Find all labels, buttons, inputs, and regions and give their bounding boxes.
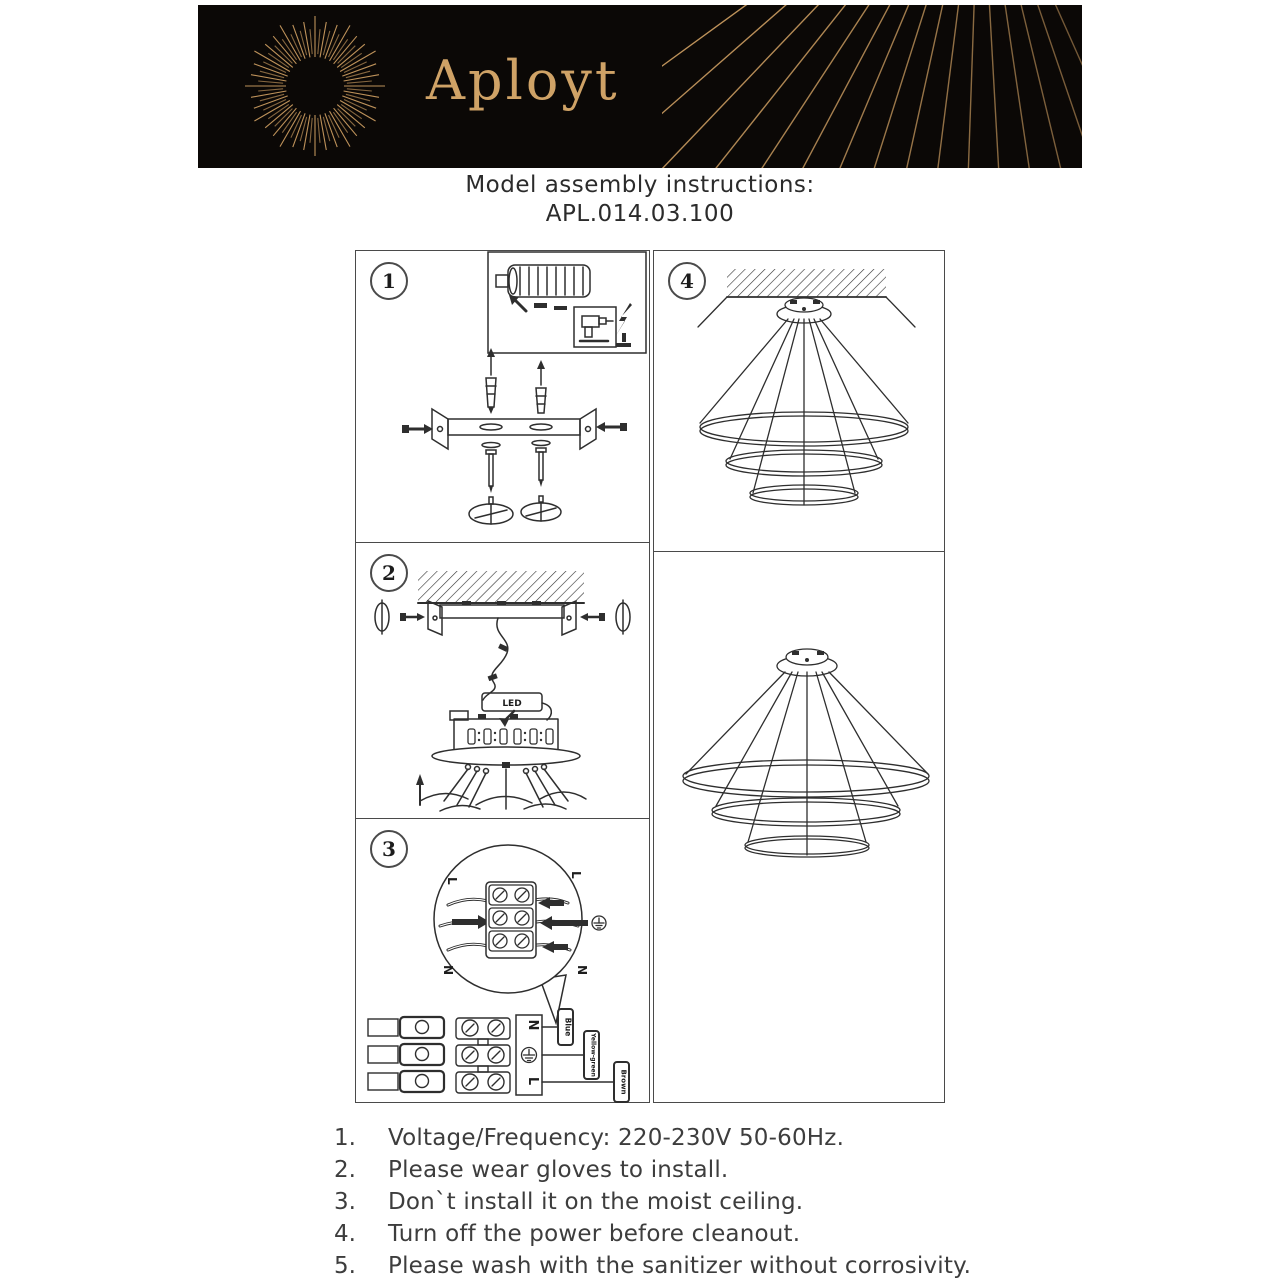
step-2-badge [370, 554, 408, 592]
note-text: Turn off the power before cleanout. [388, 1221, 801, 1247]
left-column [355, 250, 650, 1103]
rays-decoration-icon [662, 5, 1082, 168]
blue-wire-tag: Blue [563, 1017, 573, 1037]
note-number: 4. [334, 1221, 356, 1247]
page-title: Model assembly instructions: [465, 172, 815, 198]
step-3-panel [356, 818, 649, 1102]
neutral-label: N [441, 965, 455, 976]
step-3-number: 3 [382, 837, 396, 861]
note-item [334, 1186, 994, 1218]
strip-live-label: L [525, 1076, 540, 1086]
notes-list [334, 1122, 994, 1282]
note-number: 5. [334, 1253, 356, 1279]
brown-wire-tag: Brown [619, 1069, 628, 1095]
note-text: Please wear gloves to install. [388, 1157, 729, 1183]
note-item [334, 1154, 994, 1186]
earth-icon [592, 916, 606, 930]
note-number: 2. [334, 1157, 356, 1183]
led-driver-label: LED [502, 699, 522, 709]
sunburst-logo-icon [223, 9, 408, 164]
strip-neutral-label: N [525, 1019, 540, 1031]
brand-name: Aployt [426, 49, 620, 112]
step-4-number: 4 [680, 269, 694, 293]
right-column [653, 250, 945, 1103]
live-label: L [569, 871, 583, 879]
brand-banner [198, 5, 1082, 168]
assembly-diagram-grid [355, 250, 947, 1103]
step-4-badge [668, 262, 706, 300]
note-text: Please wash with the sanitizer without corrosivity. [388, 1253, 972, 1279]
live-label: L [445, 877, 459, 885]
step-1-badge [370, 262, 408, 300]
step-3-badge [370, 830, 408, 868]
assembled-chandelier-diagram [654, 552, 944, 1103]
note-item [334, 1218, 994, 1250]
note-text: Don`t install it on the moist ceiling. [388, 1189, 804, 1215]
step-1-panel [356, 251, 649, 542]
assembled-view-panel [654, 551, 944, 1102]
step-2-panel [356, 542, 649, 818]
ceiling-hatch [727, 269, 886, 297]
note-item [334, 1122, 994, 1154]
note-number: 1. [334, 1125, 356, 1151]
note-item [334, 1250, 994, 1282]
ceiling-hatch [418, 571, 584, 603]
yellow-green-wire-tag: Yellow-green [589, 1033, 597, 1077]
model-number: APL.014.03.100 [545, 201, 735, 227]
step-1-number: 1 [382, 269, 396, 293]
step-2-number: 2 [382, 561, 396, 585]
lightning-icon [615, 303, 632, 337]
neutral-label: N [575, 965, 589, 976]
step-4-panel [654, 251, 944, 551]
note-number: 3. [334, 1189, 356, 1215]
earth-icon [522, 1048, 537, 1063]
note-text: Voltage/Frequency: 220-230V 50-60Hz. [388, 1125, 845, 1151]
